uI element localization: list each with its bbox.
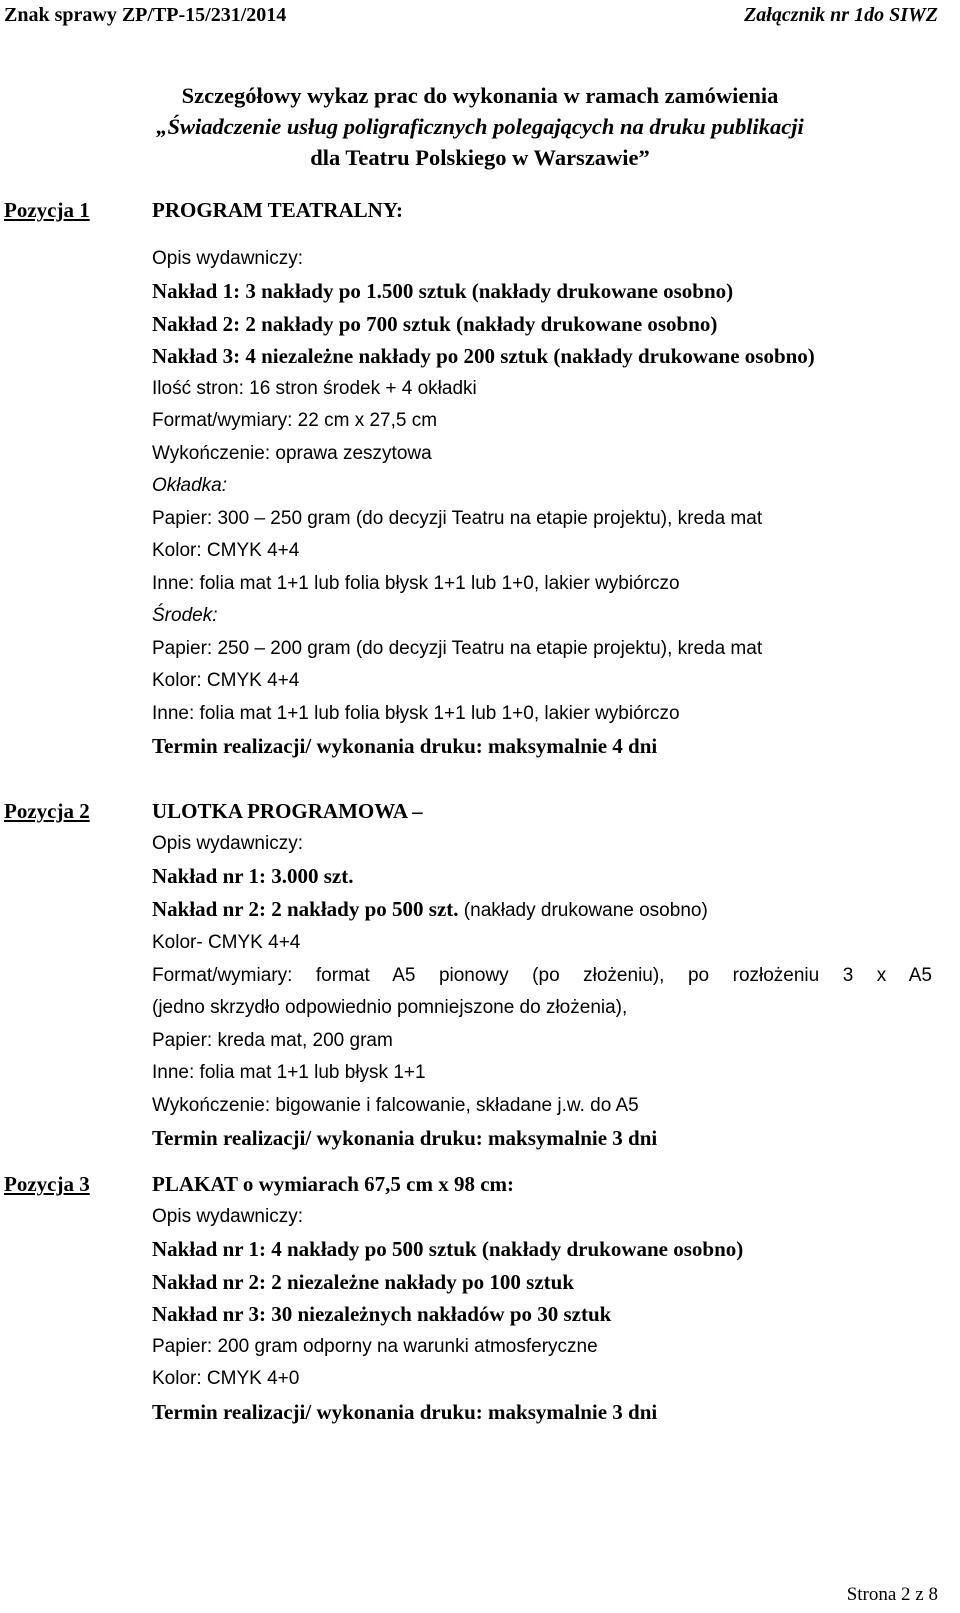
position-2-termin: Termin realizacji/ wykonania druku: maksymalnie 3 dni (152, 1126, 658, 1150)
position-2-naklad-2 (152, 893, 932, 928)
position-1-format: Format/wymiary: 22 cm x 27,5 cm (152, 410, 438, 431)
position-1-srodek-inne: Inne: folia mat 1+1 lub folia błysk 1+1 lub 1+0, lakier wybiórczo (152, 702, 680, 724)
page-number: Strona 2 z 8 (846, 1584, 938, 1605)
position-3-termin: Termin realizacji/ wykonania druku: maksymalnie 3 dni (152, 1399, 658, 1424)
position-2-heading: ULOTKA PROGRAMOWA – (152, 799, 423, 823)
position-3-label: Pozycja 3 (4, 1172, 90, 1196)
position-2-format-2: (jedno skrzydło odpowiednio pomniejszone do złożenia), (152, 997, 628, 1018)
position-2-label: Pozycja 2 (4, 799, 90, 823)
position-1-okladka-heading: Okładka: (152, 475, 227, 496)
attachment-label: Załącznik nr 1do SIWZ (744, 4, 938, 26)
position-2-wykonczenie: Wykończenie: bigowanie i falcowanie, składane j.w. do A5 (152, 1094, 639, 1116)
position-2-inne: Inne: folia mat 1+1 lub błysk 1+1 (152, 1062, 426, 1083)
position-3-opis: Opis wydawniczy: (152, 1205, 303, 1227)
position-2-naklad-1: Nakład nr 1: 3.000 szt. (152, 864, 354, 888)
position-2-section (152, 795, 932, 1155)
position-3-naklad-2: Nakład nr 2: 2 niezależne nakłady po 100 sztuk (152, 1269, 574, 1294)
position-3-naklad-1: Nakład nr 1: 4 nakłady po 500 sztuk (nakłady drukowane osobno) (152, 1237, 744, 1261)
position-1-label: Pozycja 1 (4, 198, 90, 222)
position-2-format-1: Format/wymiary: format A5 pionowy (po złożeniu), po rozłożeniu 3 x A5 (152, 964, 932, 986)
position-1-section (152, 194, 932, 763)
position-3-heading: PLAKAT o wymiarach 67,5 cm x 98 cm: (152, 1172, 515, 1196)
position-1-okladka-papier: Papier: 300 – 250 gram (do decyzji Teatru na etapie projektu), kreda mat (152, 507, 763, 529)
title-line-2: „Świadczenie usług poligraficznych polegających na druku publikacji (156, 114, 804, 139)
position-2-papier: Papier: kreda mat, 200 gram (152, 1029, 393, 1051)
position-2-opis: Opis wydawniczy: (152, 832, 303, 854)
position-3-section (152, 1168, 932, 1428)
position-1-naklad-1: Nakład 1: 3 nakłady po 1.500 sztuk (nakłady drukowane osobno) (152, 279, 734, 303)
title-line-1: Szczegółowy wykaz prac do wykonania w ramach zamówienia (181, 83, 779, 108)
position-2-naklad-2-bold: Nakład nr 2: 2 nakłady po 500 szt. (152, 896, 459, 921)
position-1-strony: Ilość stron: 16 stron środek + 4 okładki (152, 377, 477, 399)
position-3-naklad-3: Nakład nr 3: 30 niezależnych nakładów po 30 sztuk (152, 1302, 612, 1326)
position-1-srodek-heading: Środek: (152, 605, 218, 626)
position-2-naklad-2-rest: (nakłady drukowane osobno) (458, 899, 708, 921)
position-1-srodek-papier: Papier: 250 – 200 gram (do decyzji Teatru na etapie projektu), kreda mat (152, 637, 763, 659)
case-number: Znak sprawy ZP/TP-15/231/2014 (4, 4, 287, 26)
title-line-3: dla Teatru Polskiego w Warszawie” (310, 145, 650, 170)
position-3-papier: Papier: 200 gram odporny na warunki atmosferyczne (152, 1335, 598, 1357)
position-1-okladka-inne: Inne: folia mat 1+1 lub folia błysk 1+1 lub 1+0, lakier wybiórczo (152, 572, 680, 594)
position-1-okladka-kolor: Kolor: CMYK 4+4 (152, 540, 300, 561)
position-1-naklad-3: Nakład 3: 4 niezależne nakłady po 200 sztuk (nakłady drukowane osobno) (152, 344, 815, 368)
position-1-heading: PROGRAM TEATRALNY: (152, 198, 404, 222)
position-3-kolor: Kolor: CMYK 4+0 (152, 1368, 300, 1389)
position-2-kolor: Kolor- CMYK 4+4 (152, 932, 301, 953)
position-1-naklad-2: Nakład 2: 2 nakłady po 700 sztuk (nakłady drukowane osobno) (152, 311, 718, 336)
position-1-opis: Opis wydawniczy: (152, 247, 303, 269)
position-1-srodek-kolor: Kolor: CMYK 4+4 (152, 670, 300, 691)
position-1-wykonczenie: Wykończenie: oprawa zeszytowa (152, 442, 432, 464)
position-1-termin: Termin realizacji/ wykonania druku: maksymalnie 4 dni (152, 734, 658, 758)
document-title (0, 80, 960, 173)
